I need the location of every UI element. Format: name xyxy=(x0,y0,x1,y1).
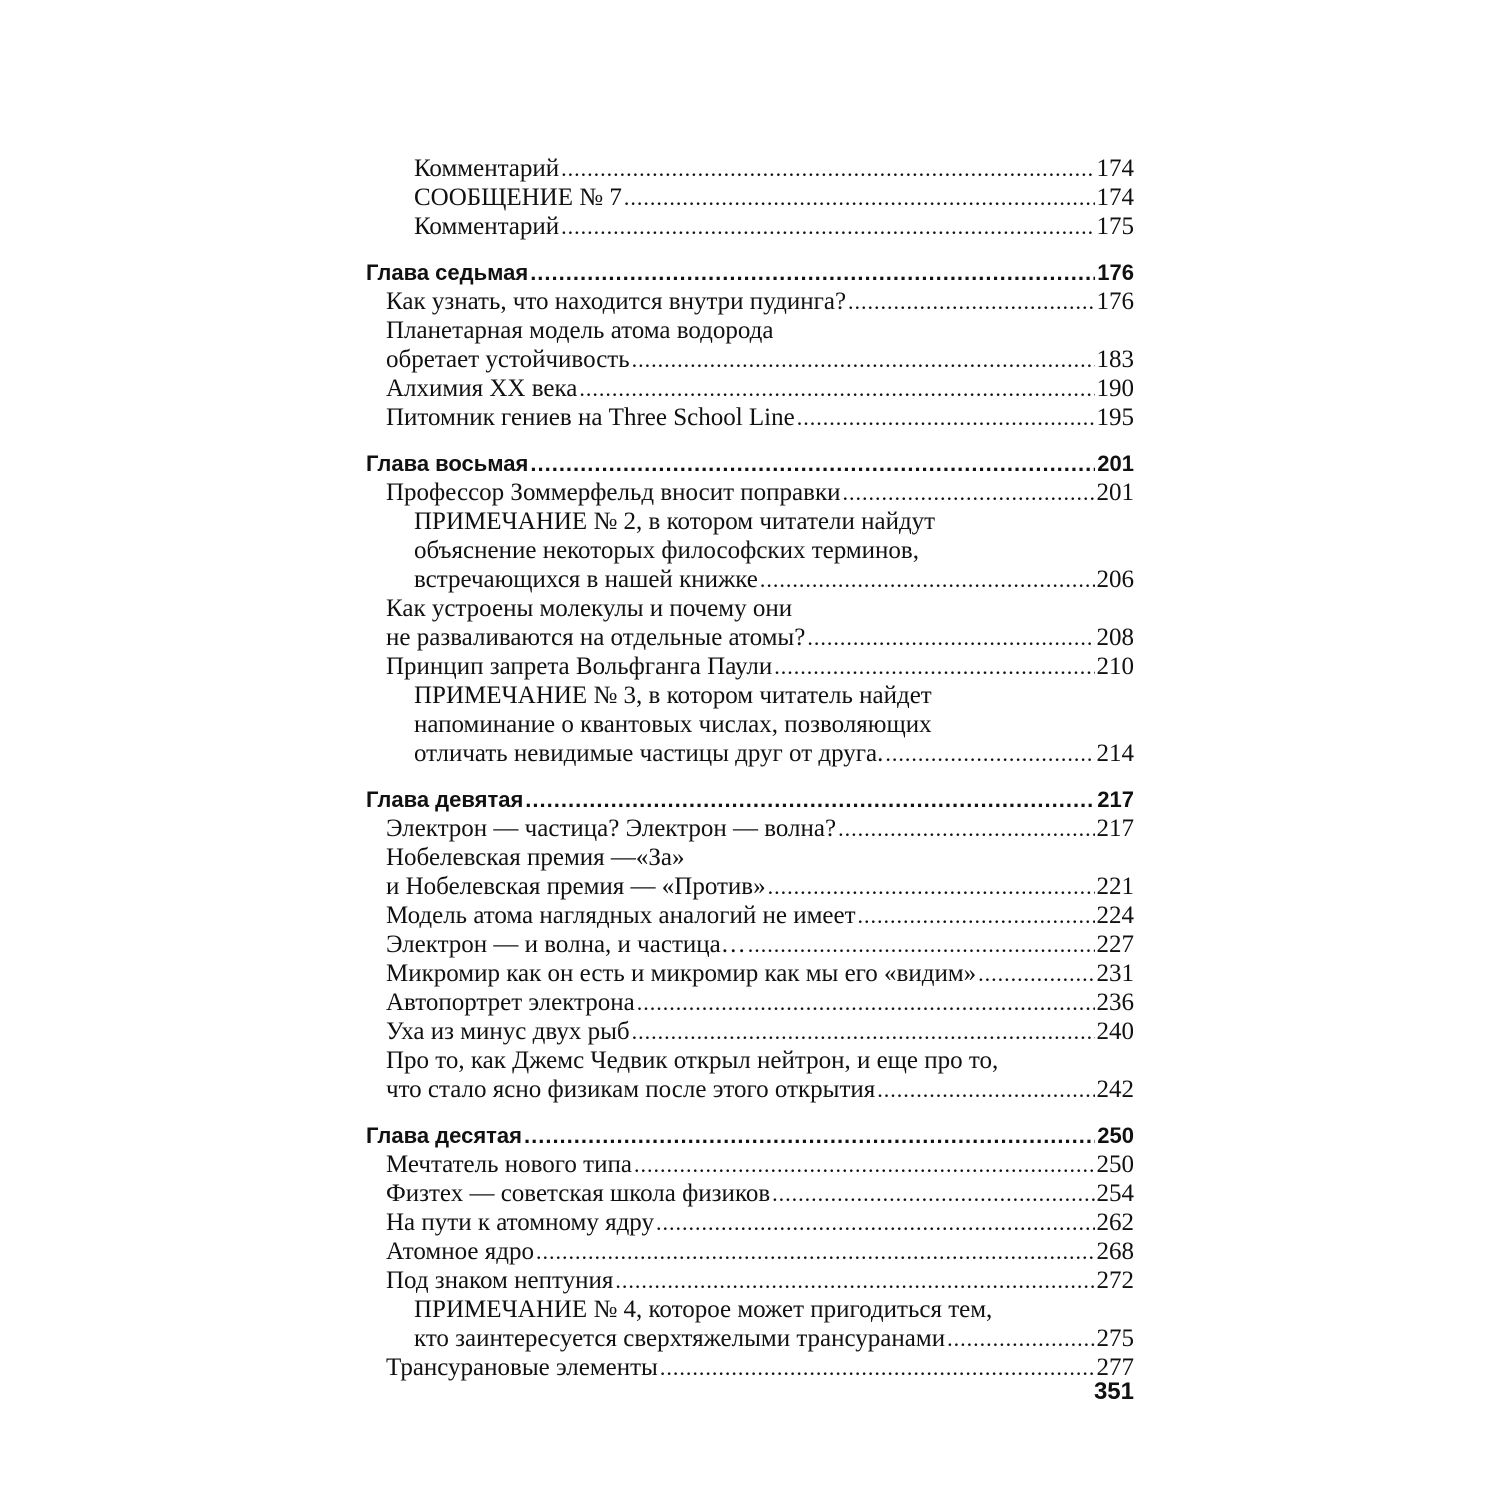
toc-chapter-entry xyxy=(366,449,1134,478)
toc-entry-page: 201 xyxy=(1097,451,1134,476)
toc-entry-page: 217 xyxy=(1097,787,1134,812)
toc-entry-page: 224 xyxy=(1096,902,1134,929)
toc-entry xyxy=(366,154,1134,183)
dot-leader xyxy=(524,1121,1095,1150)
toc-entry-title-line: Электрон — частица? Электрон — волна? xyxy=(386,815,837,842)
toc-entry-page: 236 xyxy=(1096,989,1134,1016)
dot-leader xyxy=(797,403,1095,432)
toc-entry-title-line: Под знаком нептуния xyxy=(386,1267,614,1294)
toc-entry-title-line: Глава седьмая xyxy=(366,260,529,285)
toc-entry-page: 227 xyxy=(1096,931,1134,958)
toc-entry-page: 210 xyxy=(1096,653,1134,680)
toc-entry-line xyxy=(386,623,1134,652)
dot-leader xyxy=(637,988,1095,1017)
toc-entry-line xyxy=(414,212,1134,241)
toc-entry-title-line: что стало ясно физикам после этого открытия xyxy=(386,1076,876,1103)
toc-entry xyxy=(366,594,1134,652)
dot-leader xyxy=(530,258,1095,287)
toc-entry xyxy=(366,374,1134,403)
toc-entry-title-line: Автопортрет электрона xyxy=(386,989,635,1016)
toc-entry-line xyxy=(386,930,1134,959)
toc-entry-line xyxy=(386,988,1134,1017)
toc-entry-title-line: Микромир как он есть и микромир как мы его «видим» xyxy=(386,960,977,987)
dot-leader xyxy=(807,623,1094,652)
toc-entry xyxy=(366,183,1134,212)
toc-entry-title-line: встречающихся в нашей книжке xyxy=(414,566,758,593)
toc-entry xyxy=(366,507,1134,594)
toc-entry-line xyxy=(386,1075,1134,1104)
toc-entry-line xyxy=(386,872,1134,901)
toc-entry-line xyxy=(386,287,1134,316)
dot-leader xyxy=(885,739,1094,768)
toc-entry-line xyxy=(366,258,1134,287)
toc-entry-page: 268 xyxy=(1096,1238,1134,1265)
toc-entry-title-line: Уха из минус двух рыб xyxy=(386,1018,630,1045)
toc-entry-line xyxy=(414,739,1134,768)
toc-entry-line xyxy=(414,565,1134,594)
toc-entry-page: 231 xyxy=(1096,960,1134,987)
toc-entry xyxy=(366,1266,1134,1295)
toc-entry-title-line: Про то, как Джемс Чедвик открыл нейтрон, и еще про то, xyxy=(386,1047,999,1074)
toc-chapter-entry xyxy=(366,1121,1134,1150)
toc-entry-page: 217 xyxy=(1096,815,1134,842)
toc-entry-title-line: ПРИМЕЧАНИЕ № 3, в котором читатель найдет xyxy=(414,682,932,709)
toc-entry-line xyxy=(386,1266,1134,1295)
toc-entry xyxy=(366,478,1134,507)
toc-entry-title-line: Планетарная модель атома водорода xyxy=(386,317,774,344)
toc-entry-line xyxy=(386,814,1134,843)
toc-entry-title-line: Глава десятая xyxy=(366,1123,522,1148)
toc-entry-line xyxy=(414,154,1134,183)
toc-entry xyxy=(366,1150,1134,1179)
dot-leader xyxy=(748,930,1095,959)
toc-entry xyxy=(366,1017,1134,1046)
toc-entry-title-line: Принцип запрета Вольфганга Паули xyxy=(386,653,773,680)
toc-entry xyxy=(366,1179,1134,1208)
toc-entry-line xyxy=(386,901,1134,930)
toc-entry-title-line: напоминание о квантовых числах, позволяющих xyxy=(414,711,932,738)
toc-entry xyxy=(366,316,1134,374)
toc-entry-line xyxy=(366,785,1134,814)
toc-entry xyxy=(366,843,1134,901)
toc-entry-title-line: Электрон — и волна, и частица… xyxy=(386,931,746,958)
toc-entry xyxy=(366,212,1134,241)
toc-entry-line xyxy=(386,959,1134,988)
toc-entry xyxy=(366,901,1134,930)
toc-entry-title-line: Комментарий xyxy=(414,155,560,182)
toc-entry xyxy=(366,652,1134,681)
toc-entry-page: 174 xyxy=(1096,184,1134,211)
toc-entry-page: 242 xyxy=(1096,1076,1134,1103)
toc-entry-page: 174 xyxy=(1096,155,1134,182)
toc-entry-page: 176 xyxy=(1097,260,1134,285)
toc-entry-title-line: отличать невидимые частицы друг от друга. xyxy=(414,740,884,767)
toc-entry-line xyxy=(386,1353,1134,1382)
toc-entry-page: 240 xyxy=(1096,1018,1134,1045)
dot-leader xyxy=(774,652,1094,681)
toc-entry-line xyxy=(386,1179,1134,1208)
toc-entry-title-line: Глава девятая xyxy=(366,787,524,812)
dot-leader xyxy=(660,1353,1095,1382)
toc-entry-page: 277 xyxy=(1096,1354,1134,1381)
toc-entry-page: 275 xyxy=(1096,1325,1134,1352)
toc-entry-line xyxy=(386,1017,1134,1046)
toc-entry xyxy=(366,403,1134,432)
toc-entry xyxy=(366,814,1134,843)
toc-entry xyxy=(366,930,1134,959)
dot-leader xyxy=(656,1208,1095,1237)
toc-entry-line xyxy=(386,1208,1134,1237)
dot-leader xyxy=(561,154,1094,183)
dot-leader xyxy=(877,1075,1094,1104)
toc-entry xyxy=(366,1208,1134,1237)
toc-entry-line xyxy=(366,1121,1134,1150)
dot-leader xyxy=(579,374,1094,403)
toc-entry-title-line: ПРИМЕЧАНИЕ № 4, которое может пригодиться тем, xyxy=(414,1296,993,1323)
toc-chapter-entry xyxy=(366,258,1134,287)
toc-entry-page: 176 xyxy=(1096,288,1134,315)
toc-entry-page: 250 xyxy=(1096,1151,1134,1178)
toc-entry-title-line: и Нобелевская премия — «Против» xyxy=(386,873,766,900)
toc-entry-line xyxy=(386,652,1134,681)
toc-entry-title-line: объяснение некоторых философских терминов, xyxy=(414,537,919,564)
page-number: 351 xyxy=(1093,1378,1134,1405)
dot-leader xyxy=(634,1150,1095,1179)
toc-entry-title-line: Как устроены молекулы и почему они xyxy=(386,595,793,622)
toc-entry-page: 254 xyxy=(1096,1180,1134,1207)
toc-entry-title-line: Мечтатель нового типа xyxy=(386,1151,632,1178)
toc-entry-line xyxy=(386,374,1134,403)
dot-leader xyxy=(536,1237,1095,1266)
dot-leader xyxy=(848,287,1094,316)
toc-entry-page: 195 xyxy=(1096,404,1134,431)
toc-entry-title-line: Алхимия XX века xyxy=(386,375,578,402)
toc-entry-title-line: Профессор Зоммерфельд вносит поправки xyxy=(386,479,841,506)
toc-entry-title-line: Нобелевская премия —«За» xyxy=(386,844,685,871)
toc-entry-page: 183 xyxy=(1096,346,1134,373)
toc-entry-title-line: Атомное ядро xyxy=(386,1238,534,1265)
toc-entry-line xyxy=(414,1324,1134,1353)
dot-leader xyxy=(760,565,1095,594)
toc-entry-title-line: Трансурановые элементы xyxy=(386,1354,658,1381)
toc-entry xyxy=(366,1295,1134,1353)
toc-entry xyxy=(366,681,1134,768)
toc-entry-title-line: Как узнать, что находится внутри пудинга? xyxy=(386,288,847,315)
dot-leader xyxy=(838,814,1094,843)
toc-entry-page: 208 xyxy=(1096,624,1134,651)
toc-entry-page: 272 xyxy=(1096,1267,1134,1294)
toc-entry-page: 262 xyxy=(1096,1209,1134,1236)
toc-entry-line xyxy=(386,478,1134,507)
toc-entry xyxy=(366,959,1134,988)
toc-entry-page: 175 xyxy=(1096,213,1134,240)
toc-entry xyxy=(366,988,1134,1017)
dot-leader xyxy=(768,872,1095,901)
toc-entry-line xyxy=(386,403,1134,432)
toc-entry-title-line: Комментарий xyxy=(414,213,560,240)
toc-entry-page: 201 xyxy=(1096,479,1134,506)
dot-leader xyxy=(624,183,1095,212)
toc-entry-page: 206 xyxy=(1096,566,1134,593)
dot-leader xyxy=(772,1179,1094,1208)
dot-leader xyxy=(615,1266,1094,1295)
toc-entry-line xyxy=(366,449,1134,478)
toc-entry xyxy=(366,1237,1134,1266)
dot-leader xyxy=(525,785,1095,814)
dot-leader xyxy=(842,478,1094,507)
toc-entry-page: 221 xyxy=(1096,873,1134,900)
toc-entry-line xyxy=(386,345,1134,374)
toc-chapter-entry xyxy=(366,785,1134,814)
toc-entry-page: 250 xyxy=(1097,1123,1134,1148)
toc-entry-title-line: Питомник гениев на Three School Line xyxy=(386,404,795,431)
toc-entry-title-line: Модель атома наглядных аналогий не имеет xyxy=(386,902,856,929)
toc-entry xyxy=(366,1046,1134,1104)
toc-entry-title-line: СООБЩЕНИЕ № 7 xyxy=(414,184,622,211)
toc-entry-line xyxy=(386,1150,1134,1179)
toc-entry-title-line: Физтех — советская школа физиков xyxy=(386,1180,771,1207)
toc-entry-title-line: ПРИМЕЧАНИЕ № 2, в котором читатели найдут xyxy=(414,508,936,535)
toc-entry-title-line: не разваливаются на отдельные атомы? xyxy=(386,624,806,651)
dot-leader xyxy=(947,1324,1094,1353)
toc-entry-title-line: Глава восьмая xyxy=(366,451,529,476)
toc-entry-line xyxy=(386,1237,1134,1266)
toc-entry-line xyxy=(414,183,1134,212)
toc-entry-page: 214 xyxy=(1096,740,1134,767)
dot-leader xyxy=(561,212,1094,241)
toc-entry-title-line: кто заинтересуется сверхтяжелыми трансуранами xyxy=(414,1325,946,1352)
dot-leader xyxy=(858,901,1095,930)
toc-entry-title-line: обретает устойчивость xyxy=(386,346,630,373)
dot-leader xyxy=(632,1017,1095,1046)
dot-leader xyxy=(632,345,1095,374)
toc-entry-page: 190 xyxy=(1096,375,1134,402)
toc-entry-title-line: На пути к атомному ядру xyxy=(386,1209,654,1236)
dot-leader xyxy=(978,959,1094,988)
table-of-contents xyxy=(366,154,1134,1382)
toc-entry xyxy=(366,1353,1134,1382)
toc-entry xyxy=(366,287,1134,316)
dot-leader xyxy=(530,449,1095,478)
